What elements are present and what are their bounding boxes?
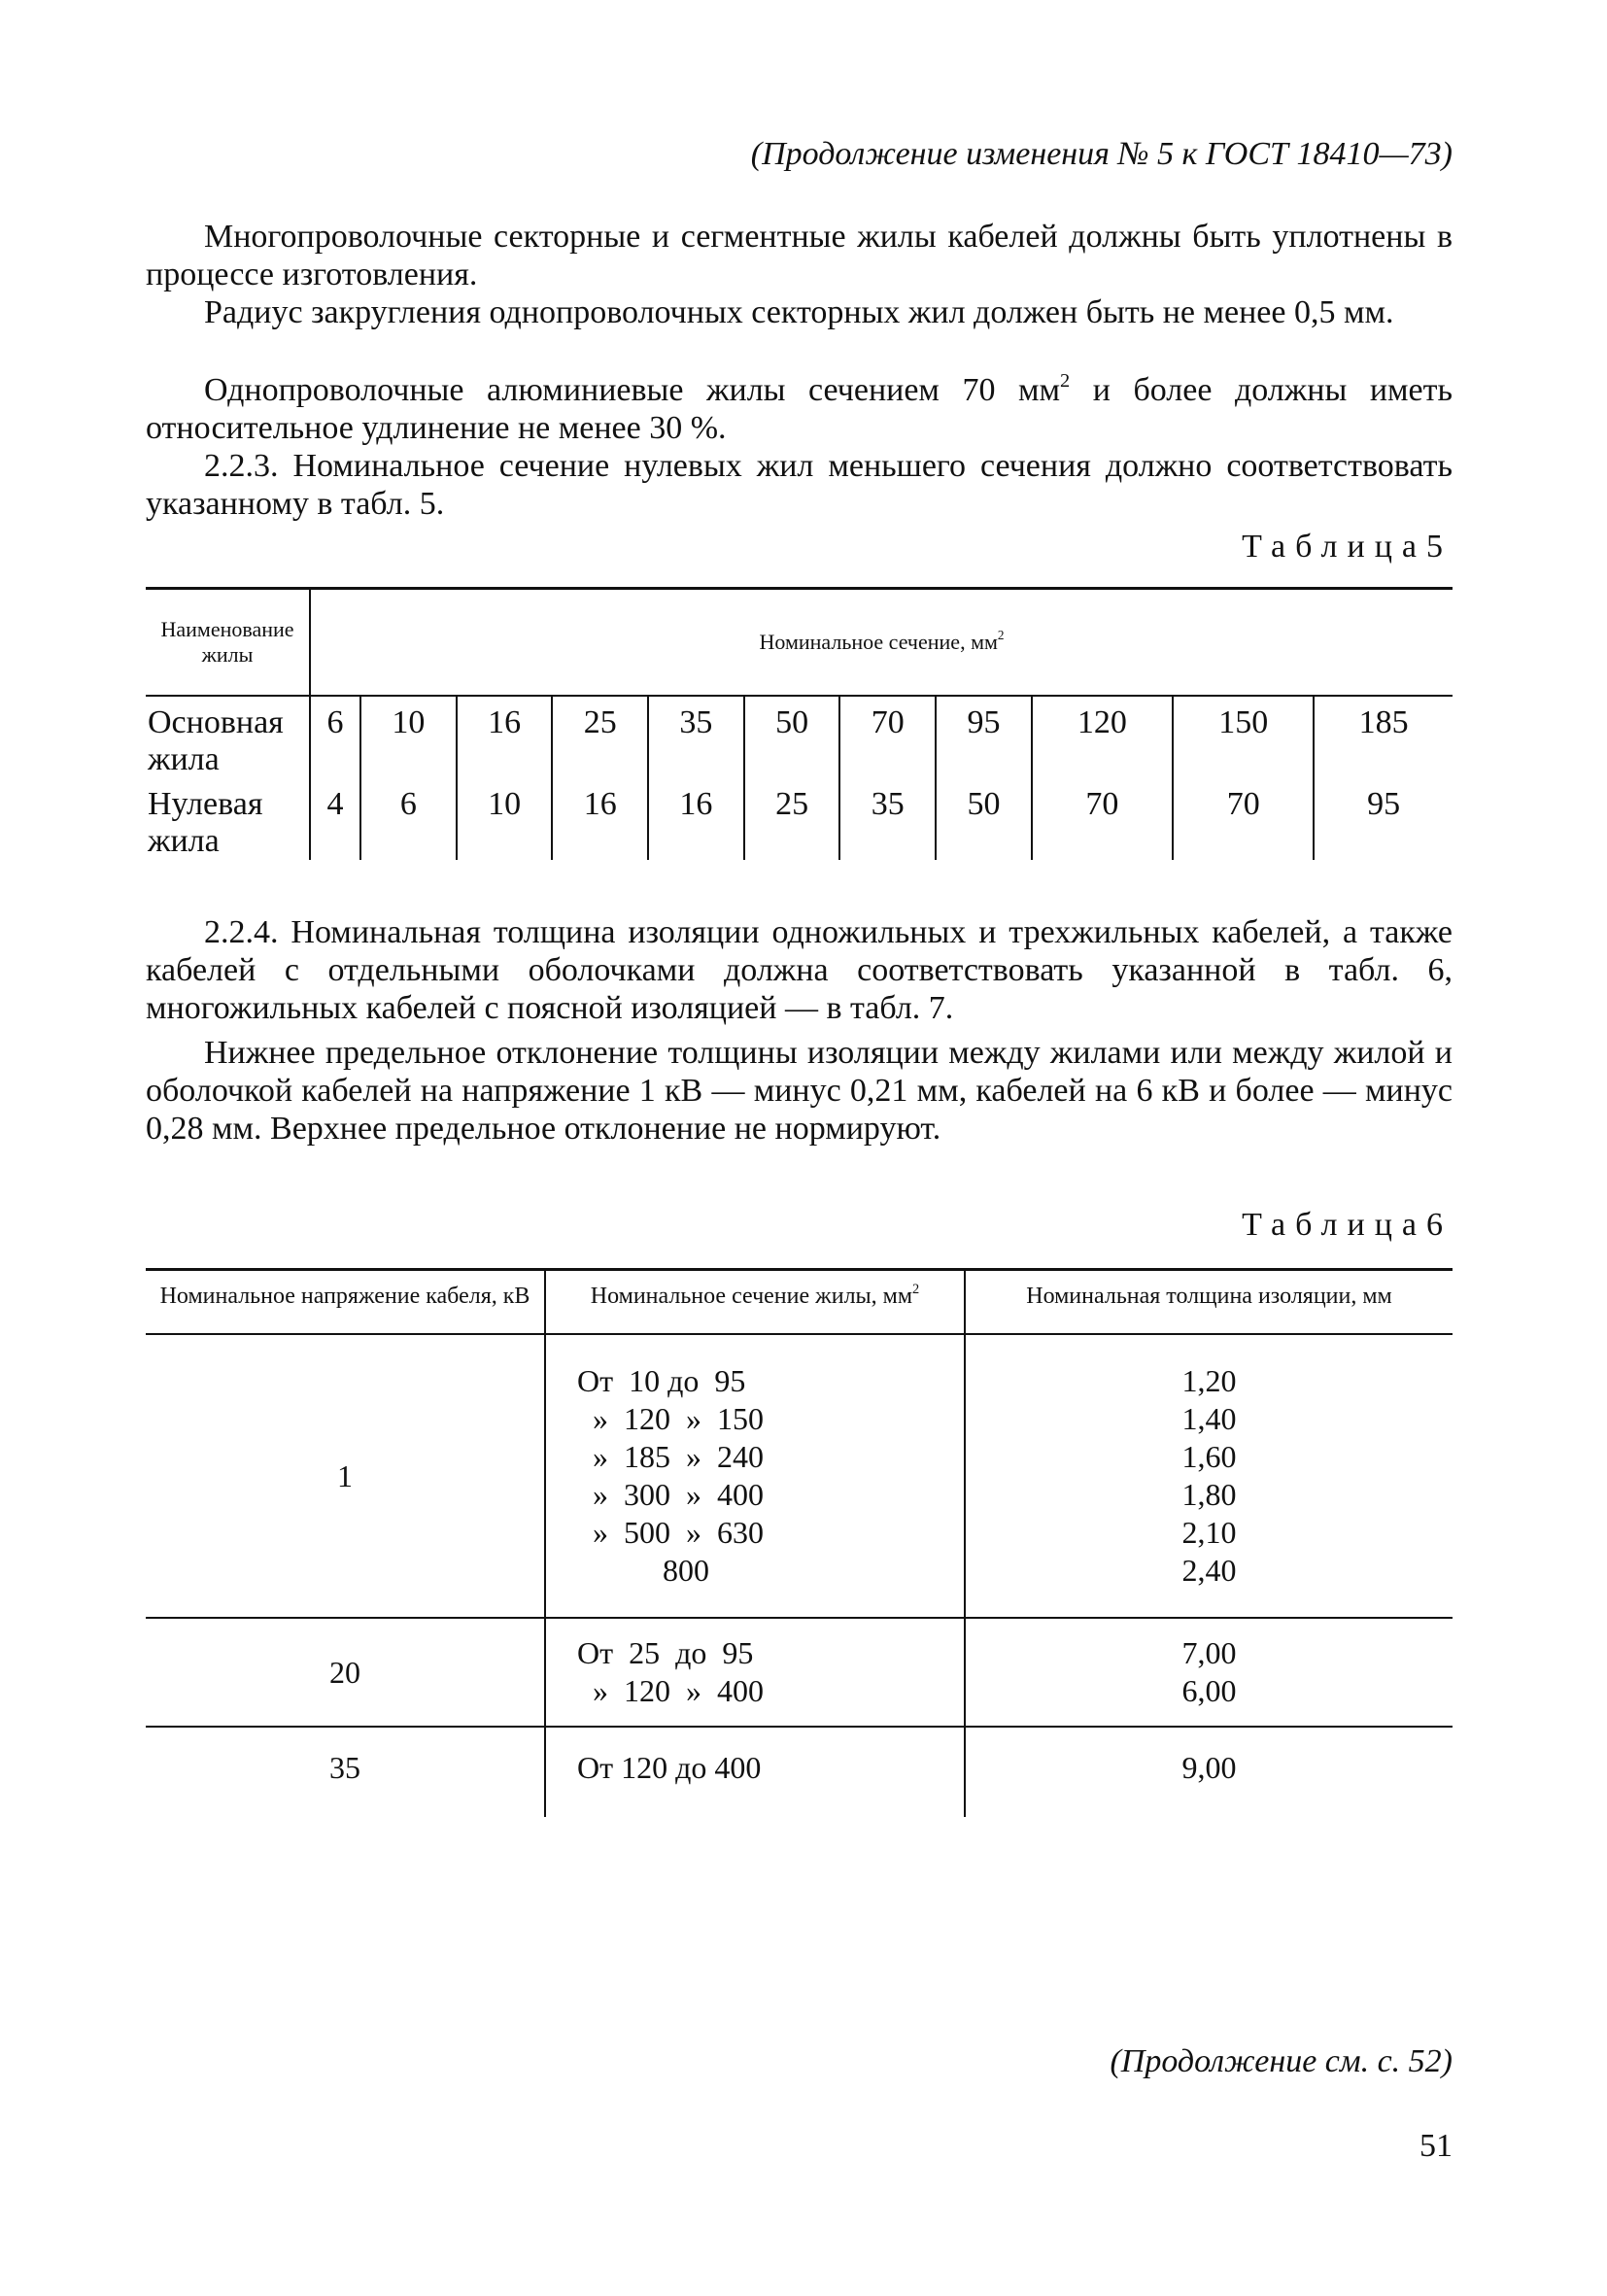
table-row [146, 778, 1453, 860]
table-cell: 95 [1367, 786, 1401, 822]
table-cell: 25 [744, 778, 840, 860]
table-row [146, 1618, 1453, 1727]
table-row [146, 1334, 1453, 1618]
table-row [146, 696, 1453, 778]
table-cell: 10 [360, 696, 457, 778]
superscript: 2 [997, 628, 1005, 643]
table-cell: 6 [360, 778, 457, 860]
table6-header-section [545, 1270, 965, 1335]
table6-voltage: 35 [329, 1750, 360, 1785]
paragraph-multiwire: Многопроволочные секторные и сегментные жилы кабелей должны быть уплотнены в процессе изготовления. [146, 219, 1453, 292]
table6-caption: Таблица6 [1242, 1207, 1453, 1243]
table6-thickness: 7,00 6,00 [965, 1618, 1453, 1727]
table-cell: 6 [310, 696, 360, 778]
table-row [146, 1727, 1453, 1817]
table5-row-name: Нулевая жила [146, 778, 310, 860]
table-cell: 16 [552, 778, 648, 860]
table6-header-thickness: Номинальная толщина изоляции, мм [965, 1270, 1453, 1335]
table-cell: 150 [1173, 696, 1314, 778]
table-cell: 35 [839, 778, 936, 860]
table-cell: 4 [310, 778, 360, 860]
table5-header-section-text: Номинальное сечение, мм [759, 630, 998, 654]
table-cell: 95 [936, 696, 1032, 778]
table-cell: 185 [1358, 704, 1409, 740]
paragraph-aluminium [146, 371, 1453, 447]
table6-header-section-text: Номинальное сечение жилы, мм [590, 1284, 913, 1309]
page-footer: (Продолжение см. с. 52) [1110, 2043, 1453, 2079]
table-cell: 70 [1032, 778, 1173, 860]
table-cell: 16 [457, 696, 553, 778]
table5-row-name: Основная жила [146, 696, 310, 778]
table5-header-name: Наименование жилы [146, 589, 310, 697]
superscript: 2 [912, 1281, 920, 1297]
paragraph-deviation: Нижнее предельное отклонение толщины изоляции между жилами или между жилой и оболочкой кабелей на напряжение 1 кВ — минус 0,21 мм, кабелей на 6 кВ и более — минус 0,28 мм. Верхнее предельное отклонение не нормируют. [146, 1035, 1453, 1147]
paragraph-aluminium-a: Однопроволочные алюминиевые жилы сечением 70 мм [204, 372, 1061, 408]
table5-header-section [310, 589, 1453, 697]
table6-sections: От 25 до 95 » 120 » 400 [545, 1618, 965, 1727]
table5-caption: Таблица5 [1242, 529, 1453, 565]
page-header: (Продолжение изменения № 5 к ГОСТ 18410—73) [750, 136, 1453, 172]
table-cell: 25 [552, 696, 648, 778]
table6-voltage: 1 [146, 1334, 545, 1618]
paragraph-radius: Радиус закругления однопроволочных секторных жил должен быть не менее 0,5 мм. [204, 294, 1394, 330]
table6-sections: От 120 до 400 [545, 1727, 965, 1817]
table-cell: 16 [648, 778, 744, 860]
table-cell: 70 [1173, 778, 1314, 860]
superscript: 2 [1060, 369, 1071, 392]
table6-sections: От 10 до 95 » 120 » 150 » 185 » 240 » 300 » 400 » 500 » 630 800 [545, 1334, 965, 1618]
table-6 [146, 1268, 1453, 1817]
paragraph-aluminium-b: и более должны иметь относительное удлинение не менее 30 %. [146, 372, 1453, 446]
page-number: 51 [1419, 2128, 1453, 2164]
table-cell: 50 [744, 696, 840, 778]
table-5 [146, 587, 1453, 860]
table-cell: 50 [936, 778, 1032, 860]
table-cell: 10 [457, 778, 553, 860]
table6-header-voltage: Номинальное напряжение кабеля, кВ [146, 1270, 545, 1335]
table6-voltage: 20 [146, 1618, 545, 1727]
table6-thickness: 1,20 1,40 1,60 1,80 2,10 2,40 [965, 1334, 1453, 1618]
paragraph-2-2-3: 2.2.3. Номинальное сечение нулевых жил меньшего сечения должно соответствовать указанному в табл. 5. [146, 448, 1453, 522]
table6-thickness: 9,00 [965, 1727, 1453, 1817]
table-cell: 120 [1032, 696, 1173, 778]
paragraph-2-2-4: 2.2.4. Номинальная толщина изоляции одножильных и трехжильных кабелей, а также кабелей с отдельными оболочками должна соответствовать указанной в табл. 6, многожильных кабелей с поясной изоляцией — в табл. 7. [146, 914, 1453, 1026]
table-cell: 70 [839, 696, 936, 778]
table-cell: 35 [648, 696, 744, 778]
